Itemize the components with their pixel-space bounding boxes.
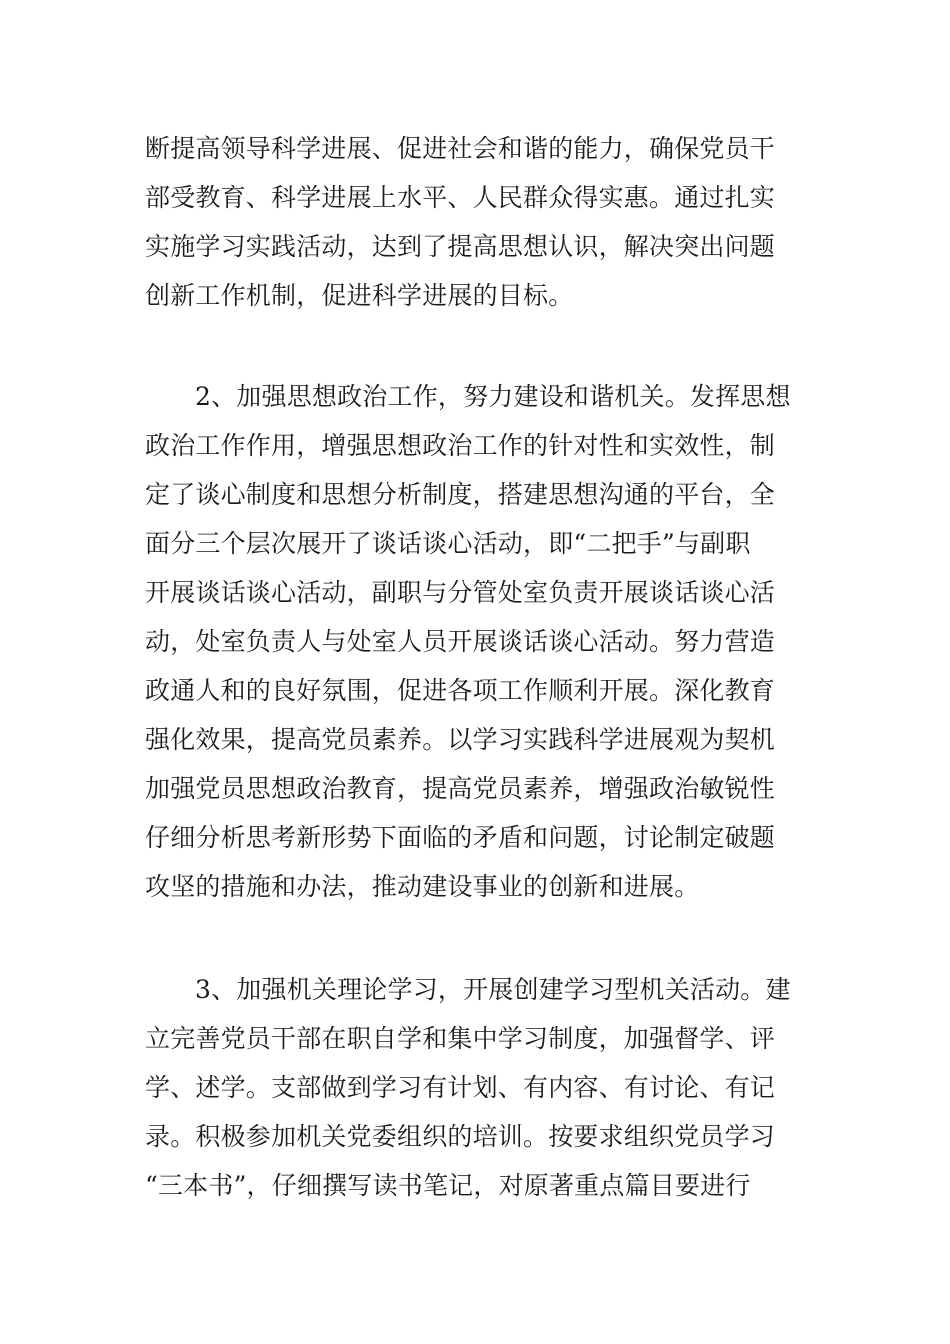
text-line: 创新工作机制，促进科学进展的目标。 (145, 281, 574, 310)
text-line: 政治工作作用，增强思想政治工作的针对性和实效性，制 (145, 431, 776, 460)
text-line: 政通人和的良好氛围，促进各项工作顺利开展。深化教育 (145, 676, 776, 705)
text-line: 断提高领导科学进展、促进社会和谐的能力，确保党员干 (145, 134, 776, 163)
text-line: 3、加强机关理论学习，开展创建学习型机关活动。建 (195, 975, 791, 1004)
text-line: 面分三个层次展开了谈话谈心活动，即“二把手”与副职 (145, 529, 751, 558)
paragraph-item-3 (145, 965, 810, 1210)
text-line: 强化效果，提高党员素养。以学习实践科学进展观为契机 (145, 725, 776, 754)
text-line: 加强党员思想政治教育，提高党员素养，增强政治敏锐性 (145, 774, 776, 803)
text-line: 开展谈话谈心活动，副职与分管处室负责开展谈话谈心活 (145, 578, 776, 607)
text-line: 2、加强思想政治工作，努力建设和谐机关。发挥思想 (195, 382, 791, 411)
text-line: 仔细分析思考新形势下面临的矛盾和问题，讨论制定破题 (145, 823, 776, 852)
text-line: 部受教育、科学进展上水平、人民群众得实惠。通过扎实 (145, 183, 776, 212)
text-line: 学、述学。支部做到学习有计划、有内容、有讨论、有记 (145, 1073, 776, 1102)
text-line: 立完善党员干部在职自学和集中学习制度，加强督学、评 (145, 1024, 776, 1053)
text-line: 攻坚的措施和办法，推动建设事业的创新和进展。 (145, 872, 700, 901)
text-line: “三本书”，仔细撰写读书笔记，对原著重点篇目要进行 (145, 1171, 751, 1200)
text-line: 动，处室负责人与处室人员开展谈话谈心活动。努力营造 (145, 627, 776, 656)
paragraph-continuation (145, 124, 810, 320)
text-line: 实施学习实践活动，达到了提高思想认识，解决突出问题 (145, 232, 776, 261)
paragraph-item-2 (145, 372, 810, 911)
text-line: 定了谈心制度和思想分析制度，搭建思想沟通的平台，全 (145, 480, 776, 509)
text-line: 录。积极参加机关党委组织的培训。按要求组织党员学习 (145, 1122, 776, 1151)
